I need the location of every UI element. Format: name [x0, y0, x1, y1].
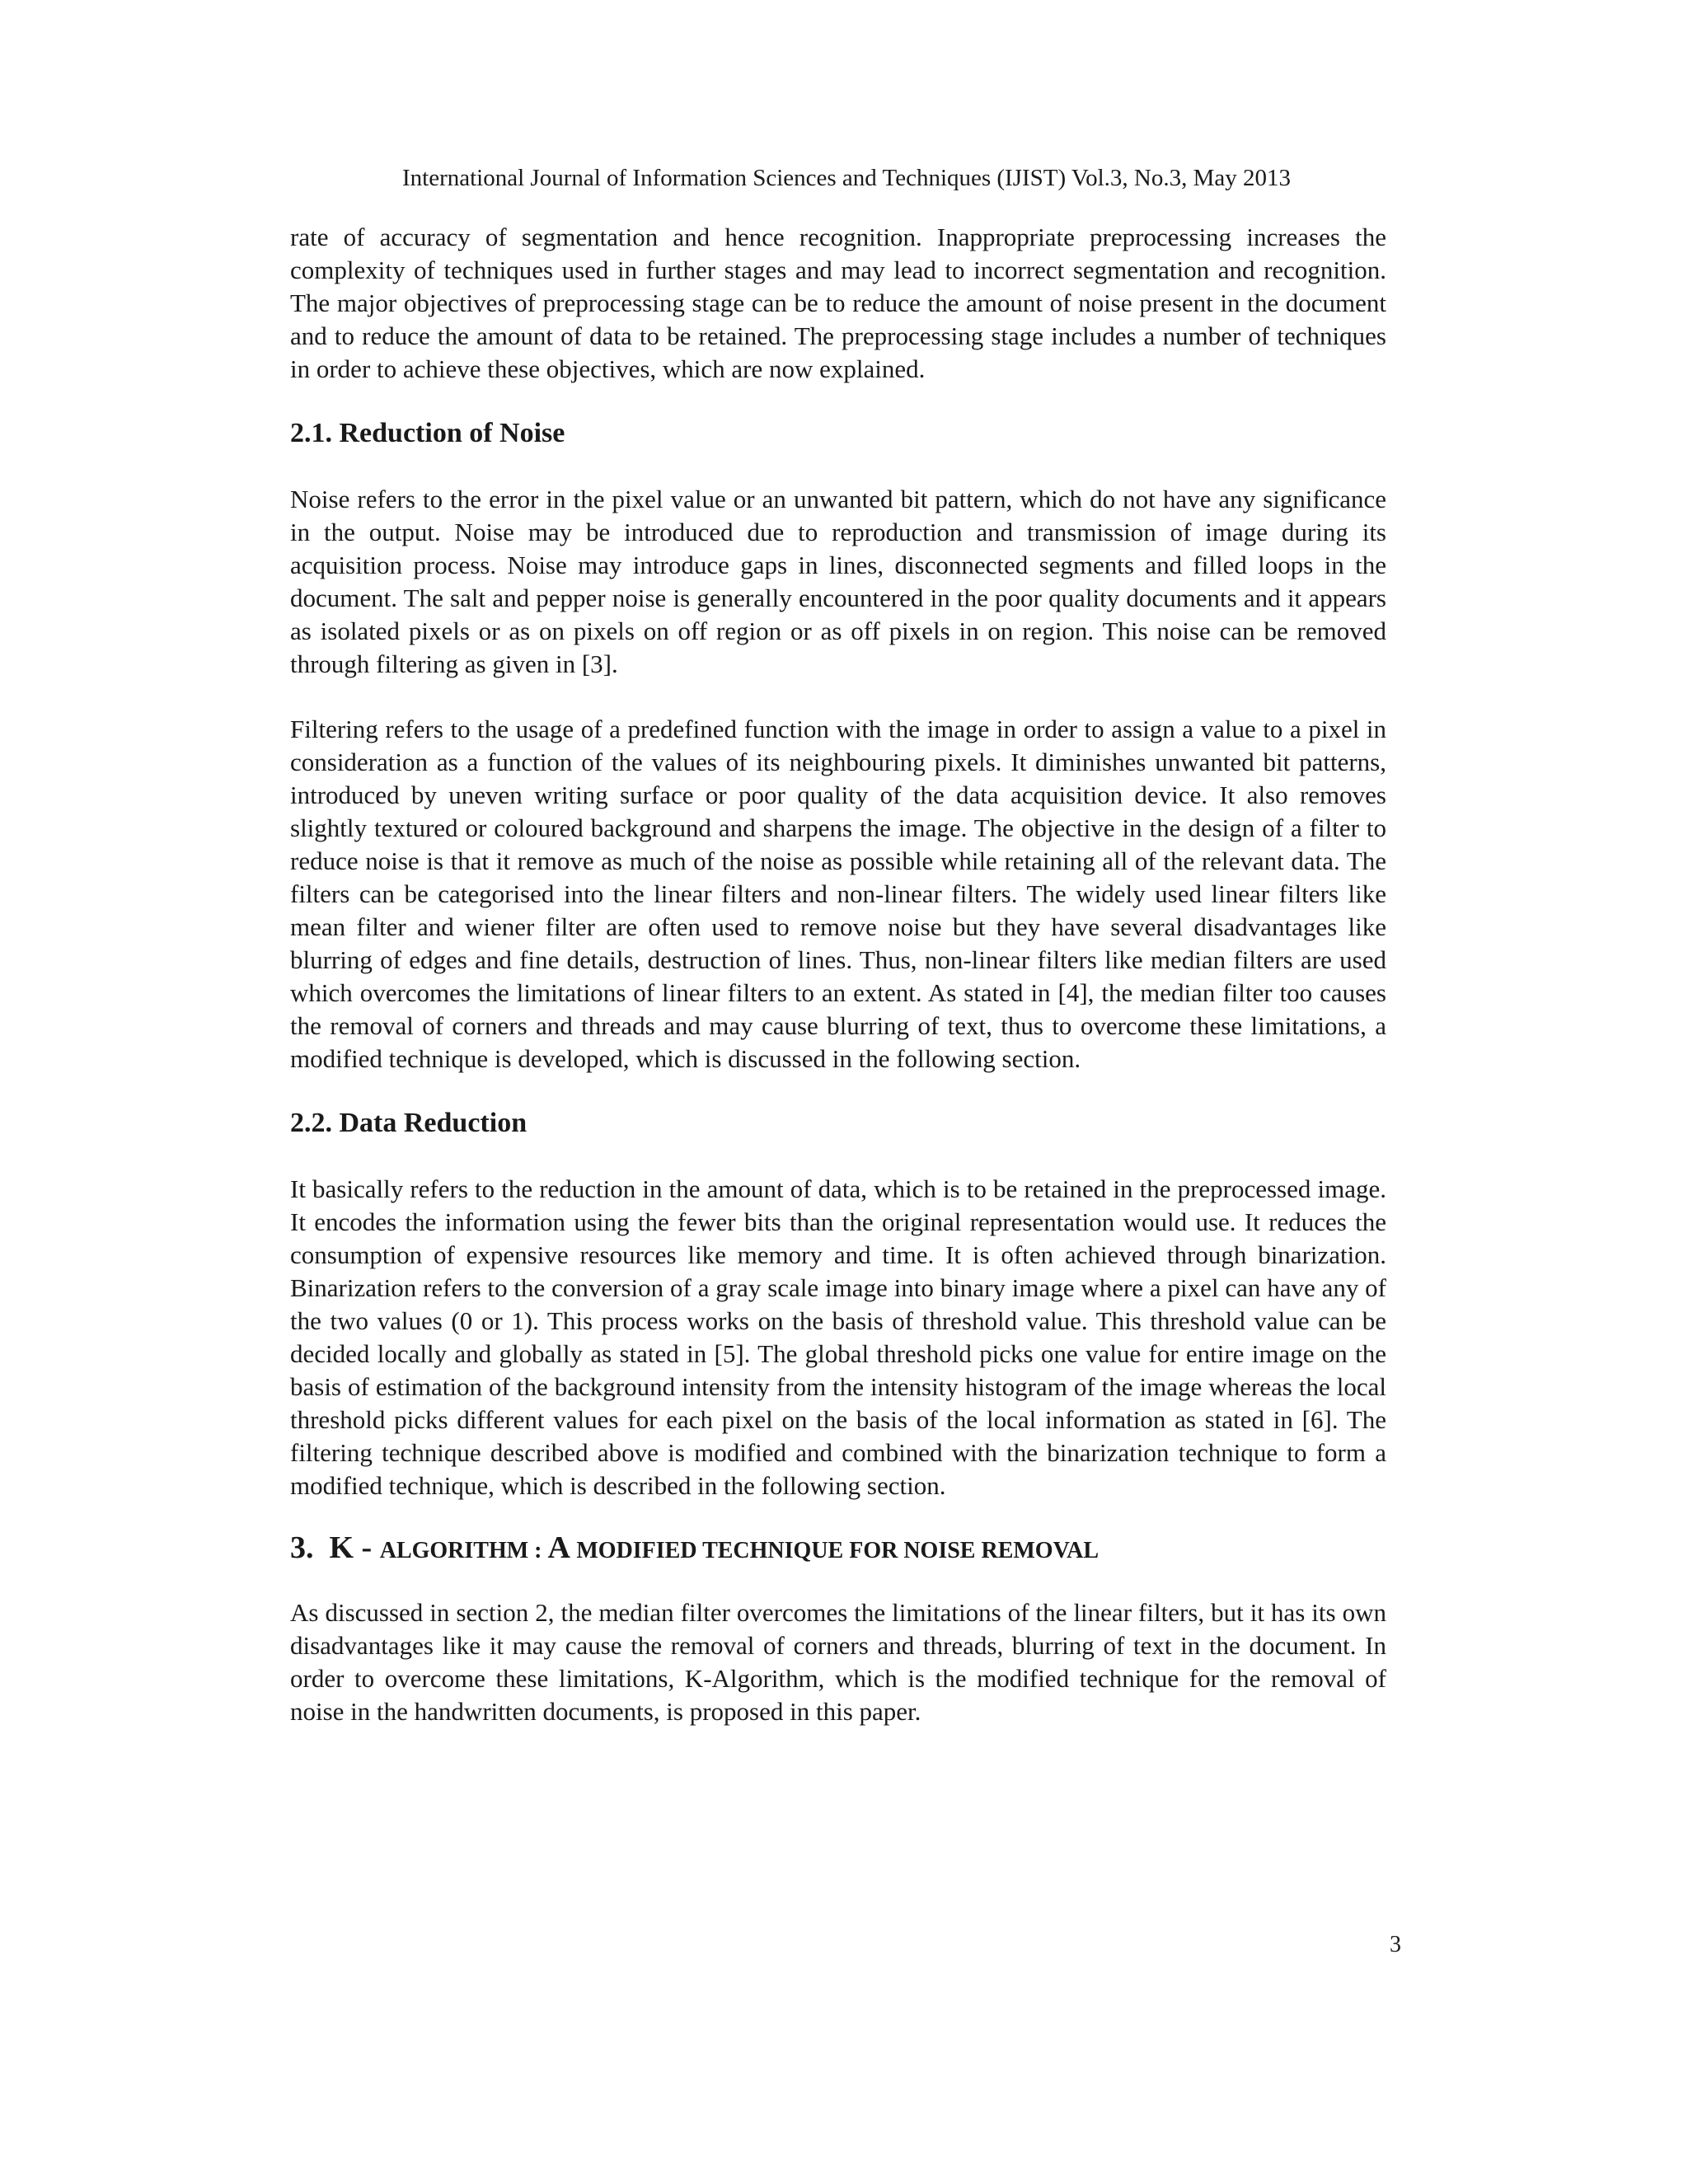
section-3-heading-part2: MODIFIED TECHNIQUE FOR NOISE REMOVAL	[576, 1538, 1100, 1563]
page-content	[290, 221, 1386, 1728]
intro-paragraph: rate of accuracy of segmentation and hence recognition. Inappropriate preprocessing increases the complexity of techniques used in further stages and may lead to incorrect segmentation and recognition. The major objectives of preprocessing stage can be to reduce the amount of noise present in the document and to reduce the amount of data to be retained. The preprocessing stage includes a number of techniques in order to achieve these objectives, which are now explained.	[290, 223, 1386, 383]
section-3-heading-part1: ALGORITHM :	[379, 1538, 548, 1563]
section-3-heading	[290, 1527, 1386, 1572]
section-3-number: 3.	[290, 1530, 314, 1565]
running-header: International Journal of Information Sciences and Techniques (IJIST) Vol.3, No.3, May 2013	[402, 165, 1291, 191]
section-3-k: K -	[329, 1530, 380, 1565]
section-2-2-heading: 2.2. Data Reduction	[290, 1108, 528, 1138]
page-number: 3	[1390, 1932, 1401, 1957]
noise-paragraph-2: Filtering refers to the usage of a predefined function with the image in order to assign a value to a pixel in consideration as a function of the values of its neighbouring pixels. It diminishes unwanted bit patterns, introduced by uneven writing surface or poor quality of the data acquisition device. It also removes slightly textured or coloured background and sharpens the image. The objective in the design of a filter to reduce noise is that it remove as much of the noise as possible while retaining all of the relevant data. The filters can be categorised into the linear filters and non-linear filters. The widely used linear filters like mean filter and wiener filter are often used to remove noise but they have several disadvantages like blurring of edges and fine details, destruction of lines. Thus, non-linear filters like median filters are used which overcomes the limitations of linear filters to an extent. As stated in [4], the median filter too causes the removal of corners and threads and may cause blurring of text, thus to overcome these limitations, a modified technique is developed, which is discussed in the following section.	[290, 715, 1386, 1073]
k-algorithm-paragraph: As discussed in section 2, the median filter overcomes the limitations of the linear filters, but it has its own disadvantages like it may cause the removal of corners and threads, blurring of text in the document. In order to overcome these limitations, K-Algorithm, which is the modified technique for the removal of noise in the handwritten documents, is proposed in this paper.	[290, 1598, 1386, 1726]
noise-paragraph-1: Noise refers to the error in the pixel value or an unwanted bit pattern, which do not have any significance in the output. Noise may be introduced due to reproduction and transmission of image during its acquisition process. Noise may introduce gaps in lines, disconnected segments and filled loops in the document. The salt and pepper noise is generally encountered in the poor quality documents and it appears as isolated pixels or as on pixels on off region or as off pixels in on region. This noise can be removed through filtering as given in [3].	[290, 485, 1386, 678]
data-reduction-paragraph: It basically refers to the reduction in the amount of data, which is to be retained in the preprocessed image. It encodes the information using the fewer bits than the original representation would use. It reduces the consumption of expensive resources like memory and time. It is often achieved through binarization. Binarization refers to the conversion of a gray scale image into binary image where a pixel can have any of the two values (0 or 1). This process works on the basis of threshold value. This threshold value can be decided locally and globally as stated in [5]. The global threshold picks one value for entire image on the basis of estimation of the background intensity from the intensity histogram of the image whereas the local threshold picks different values for each pixel on the basis of the local information as stated in [6]. The filtering technique described above is modified and combined with the binarization technique to form a modified technique, which is described in the following section.	[290, 1174, 1386, 1500]
section-2-1-heading: 2.1. Reduction of Noise	[290, 418, 565, 448]
section-3-a: A	[547, 1530, 577, 1565]
